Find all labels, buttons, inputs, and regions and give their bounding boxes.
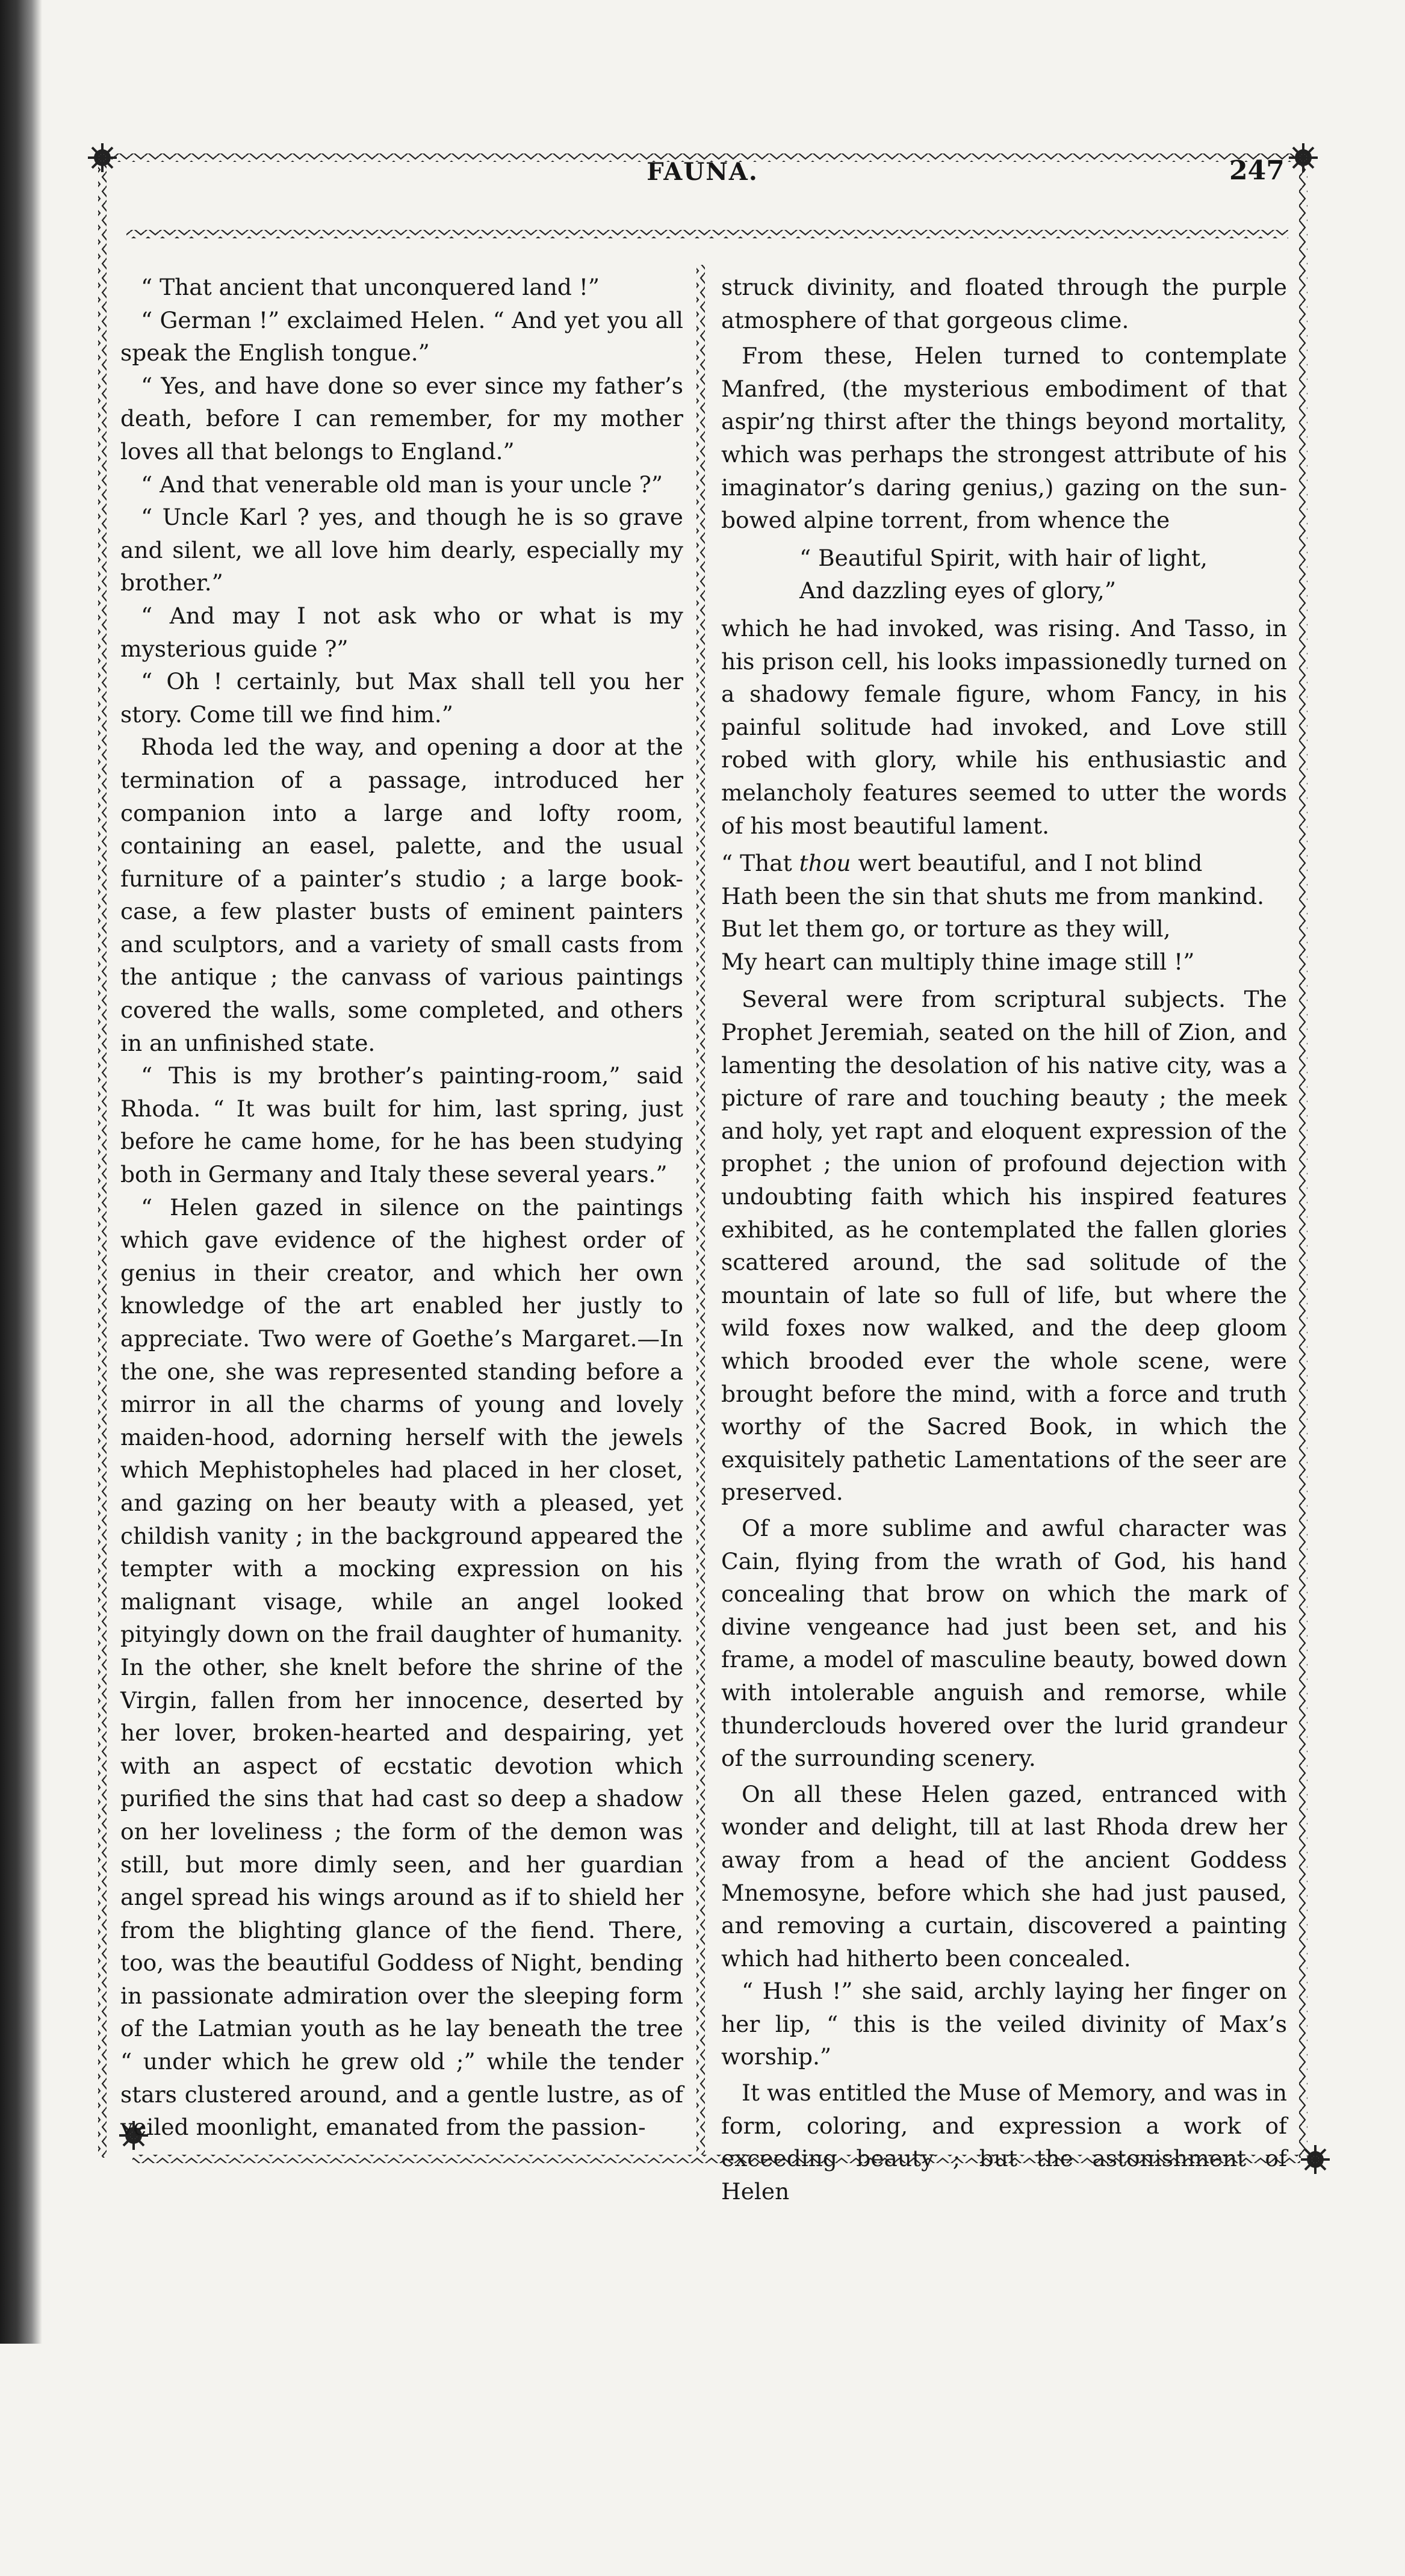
paragraph: “ And may I not ask who or what is my mysterious guide ?” [120, 602, 683, 662]
column-divider [696, 265, 705, 2155]
running-head: FAUNA. [647, 158, 758, 186]
paragraph: “ Hush !” she said, archly laying her finger on her lip, “ this is the veiled divinity of Max’s worship.” [721, 1978, 1287, 2070]
paragraph: Several were from scriptural subjects. The Prophet Jeremiah, seated on the hill of Zion, and lamenting the desolation of his native city, was a picture of rare and touching beauty ; the meek and holy, yet rapt and eloquent expression of the prophet ; the union of profound dejection with undoubting faith which his inspired features exhibited, as he contemplated the fallen glories scattered around, the sad solitude of the mountain of late so full of life, but where the wild foxes now walked, and the deep gloom which brooded ever the whole scene, were brought before the mind, with a force and truth worthy of the Sacred Book, in which the exquisitely pathetic Lamentations of the seer are preserved. [721, 986, 1287, 1506]
paragraph: “ Oh ! certainly, but Max shall tell you her story. Come till we find him.” [120, 668, 683, 728]
paragraph: Rhoda led the way, and opening a door at the termination of a passage, introduced her companion into a large and lofty room, containing an easel, palette, and the usual furniture of a painter’s studio ; a large book-case, a few plaster busts of eminent painters and sculptors, and a variety of small casts from the antique ; the canvass of various paintings covered the walls, some completed, and others in an unfinished state. [120, 734, 683, 1056]
header-rule [126, 230, 1288, 238]
paragraph: “ Uncle Karl ? yes, and though he is so grave and silent, we all love him dearly, especially my brother.” [120, 504, 683, 596]
paragraph: On all these Helen gazed, entranced with wonder and delight, till at last Rhoda drew her away from a head of the ancient Goddess Mnemosyne, before which she had just paused, and removing a curtain, discovered a painting which had hitherto been concealed. [721, 1780, 1287, 1972]
verse-text: “ That [721, 850, 799, 877]
page-number: 247 [1229, 155, 1285, 186]
verse-emphasis: thou [799, 850, 851, 877]
corner-ornament-bottom-right [1301, 2145, 1330, 2174]
right-column [721, 271, 1287, 2576]
paragraph: “ Helen gazed in silence on the paintings which gave evidence of the highest order of genius in their creator, and which her own knowledge of the art enabled her justly to appreciate. Two were of Goethe’s Margaret.—In the one, she was represented standing before a mirror in all the charms of young and lovely maiden-hood, adorning herself with the jewels which Mephistopheles had placed in her closet, and gazing on her beauty with a pleased, yet childish vanity ; in the background appeared the tempter with a mocking expression on his malignant visage, while an angel looked pityingly down on the frail daughter of humanity. In the other, she knelt before the shrine of the Virgin, fallen from her innocence, deserted by her lover, broken-hearted and despairing, yet with an aspect of ecstatic devotion which purified the sins that had cast so deep a shadow on her loveliness ; the form of the demon was still, but more dimly seen, and her guardian angel spread his wings around as if to shield her from the blighting glance of the fiend. There, too, was the beautiful Goddess of Night, bending in passionate admiration over the sleeping form of the Latmian youth as he lay beneath the tree “ under which he grew old ;” while the tender stars clustered around, and a gentle lustre, as of veiled moonlight, emanated from the passion- [120, 1194, 683, 2141]
paragraph: “ That ancient that unconquered land !” [141, 274, 600, 300]
verse-text: wert beautiful, and I not blind Hath been the sin that shuts me from mankind. But let them go, or torture as they will, My heart can multiply thine image still !” [721, 850, 1265, 975]
verse-quotation: “ Beautiful Spirit, with hair of light, And dazzling eyes of glory,” [799, 544, 1208, 604]
paragraph: “ This is my brother’s painting-room,” said Rhoda. “ It was built for him, last spring, just before he came home, for he has been studying both in Germany and Italy these several years.” [120, 1062, 683, 1188]
frame-right-border [1299, 159, 1307, 2158]
frame-left-border [98, 159, 107, 2158]
paragraph: “ German !” exclaimed Helen. “ And yet you all speak the English tongue.” [120, 306, 683, 367]
paragraph: “ And that venerable old man is your uncle ?” [141, 471, 663, 498]
paragraph: From these, Helen turned to contemplate Manfred, (the mysterious embodiment of that aspir’ng thirst after the things beyond mortality, which was perhaps the strongest attribute of his imaginator’s daring genius,) gazing on the sun-bowed alpine torrent, from whence the [721, 342, 1287, 534]
paragraph: which he had invoked, was rising. And Tasso, in his prison cell, his looks impassionedly turned on a shadowy female figure, whom Fancy, in his painful solitude had invoked, and Love still robed with glory, while his enthusiastic and melancholy features seemed to utter the words of his most beautiful lament. [721, 615, 1287, 839]
paragraph: struck divinity, and floated through the purple atmosphere of that gorgeous clime. [721, 274, 1287, 333]
paragraph: “ Yes, and have done so ever since my father’s death, before I can remember, for my mother loves all that belongs to England.” [120, 372, 683, 465]
verse-quotation [721, 847, 1287, 978]
paragraph: Of a more sublime and awful character was Cain, flying from the wrath of God, his hand concealing that brow on which the mark of divine vengeance had just been set, and his frame, a model of masculine beauty, bowed down with intolerable anguish and remorse, while thunderclouds hovered over the lurid grandeur of the surrounding scenery. [721, 1514, 1287, 1772]
paragraph: It was entitled the Muse of Memory, and was in form, coloring, and expression a work of exceeding beauty ; but the astonishment of Helen [721, 2079, 1287, 2205]
left-column [120, 271, 683, 2576]
